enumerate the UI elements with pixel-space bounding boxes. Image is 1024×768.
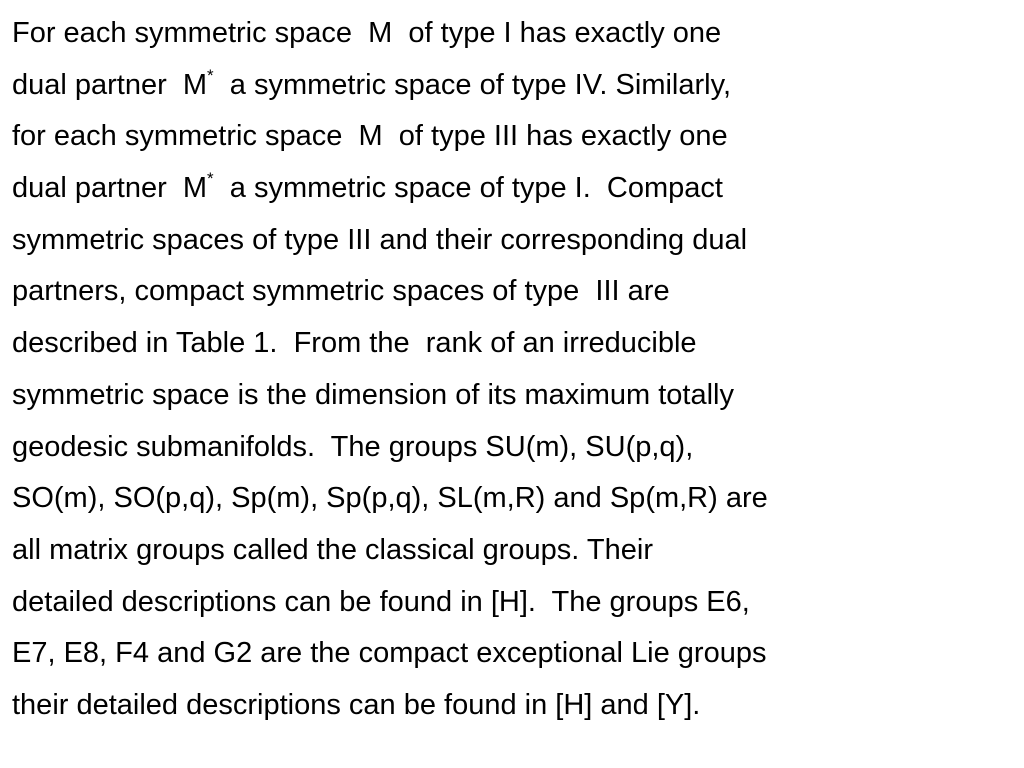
line-2-text-after: a symmetric space of type IV. Similarly, bbox=[213, 68, 731, 101]
paragraph-line-14: their detailed descriptions can be found in [H] and [Y]. bbox=[12, 688, 701, 721]
paragraph-line-12: detailed descriptions can be found in [H]. The groups E6, bbox=[12, 585, 750, 618]
paragraph-line-13: E7, E8, F4 and G2 are the compact exceptional Lie groups bbox=[12, 637, 767, 670]
dual-star-superscript: * bbox=[207, 65, 214, 85]
paragraph-line-7: described in Table 1. From the rank of an irreducible bbox=[12, 327, 697, 360]
paragraph-line-3: for each symmetric space M of type III has exactly one bbox=[12, 120, 728, 153]
paragraph-line-8: symmetric space is the dimension of its maximum totally bbox=[12, 378, 734, 411]
body-paragraph bbox=[12, 8, 1017, 732]
paragraph-line-6: partners, compact symmetric spaces of type III are bbox=[12, 275, 670, 308]
paragraph-line-5: symmetric spaces of type III and their corresponding dual bbox=[12, 223, 748, 256]
paragraph-line-1: For each symmetric space M of type I has exactly one bbox=[12, 17, 722, 49]
line-4-text-before: dual partner M bbox=[12, 172, 208, 205]
paragraph-line-2 bbox=[12, 60, 1017, 112]
paragraph-line-9: geodesic submanifolds. The groups SU(m), SU(p,q), bbox=[12, 430, 694, 463]
paragraph-line-11: all matrix groups called the classical groups. Their bbox=[12, 533, 653, 566]
paragraph-line-10: SO(m), SO(p,q), Sp(m), Sp(p,q), SL(m,R) and Sp(m,R) are bbox=[12, 482, 768, 515]
line-4-text-after: a symmetric space of type I. Compact bbox=[213, 172, 723, 205]
paragraph-line-4 bbox=[12, 163, 1017, 215]
line-2-text-before: dual partner M bbox=[12, 68, 208, 101]
dual-star-superscript: * bbox=[207, 169, 214, 189]
